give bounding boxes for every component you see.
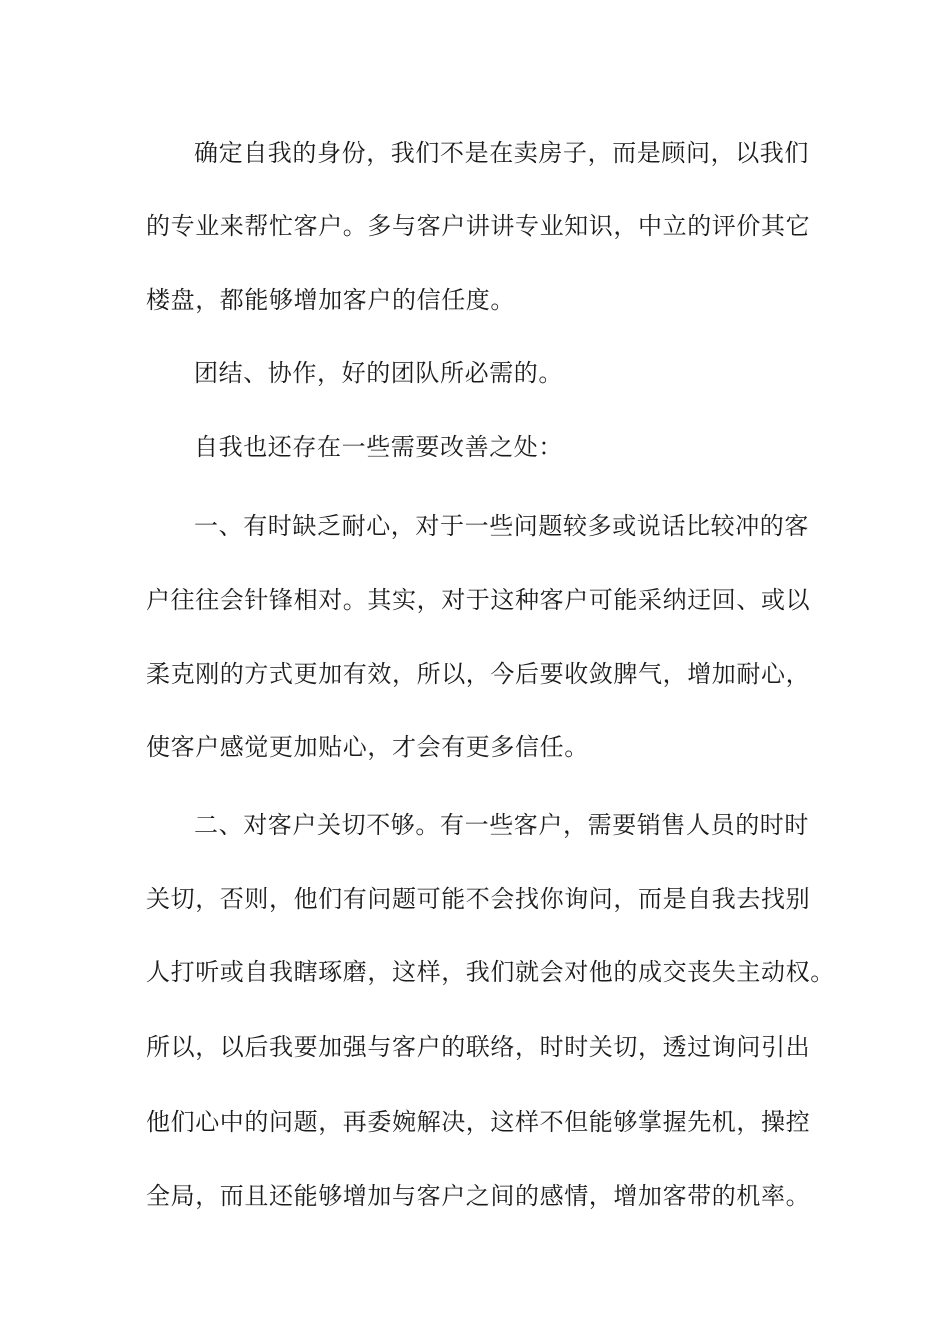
paragraph-line: 确定自我的身份，我们不是在卖房子，而是顾问，以我们 xyxy=(194,139,809,167)
paragraph-line: 所以，以后我要加强与客户的联络，时时关切，透过询问引出 xyxy=(146,1033,811,1061)
paragraph-line: 的专业来帮忙客户。多与客户讲讲专业知识，中立的评价其它 xyxy=(146,212,811,240)
paragraph-line: 户往往会针锋相对。其实，对于这种客户可能采纳迂回、或以 xyxy=(146,586,811,614)
paragraph-line: 柔克刚的方式更加有效，所以，今后要收敛脾气，增加耐心， xyxy=(146,660,811,688)
paragraph-line: 人打听或自我瞎琢磨，这样，我们就会对他的成交丧失主动权。 xyxy=(146,958,835,986)
paragraph-line: 使客户感觉更加贴心，才会有更多信任。 xyxy=(146,733,589,761)
paragraph-line: 自我也还存在一些需要改善之处： xyxy=(194,433,563,461)
paragraph-line: 关切，否则，他们有问题可能不会找你询问，而是自我去找别 xyxy=(146,885,811,913)
paragraph-line: 楼盘，都能够增加客户的信任度。 xyxy=(146,286,515,314)
paragraph-line: 团结、协作，好的团队所必需的。 xyxy=(194,359,563,387)
paragraph-line: 一、有时缺乏耐心，对于一些问题较多或说话比较冲的客 xyxy=(194,512,809,540)
paragraph-line: 他们心中的问题，再委婉解决，这样不但能够掌握先机，操控 xyxy=(146,1108,811,1136)
paragraph-line: 二、对客户关切不够。有一些客户，需要销售人员的时时 xyxy=(194,811,809,839)
paragraph-line: 全局，而且还能够增加与客户之间的感情，增加客带的机率。 xyxy=(146,1182,811,1210)
